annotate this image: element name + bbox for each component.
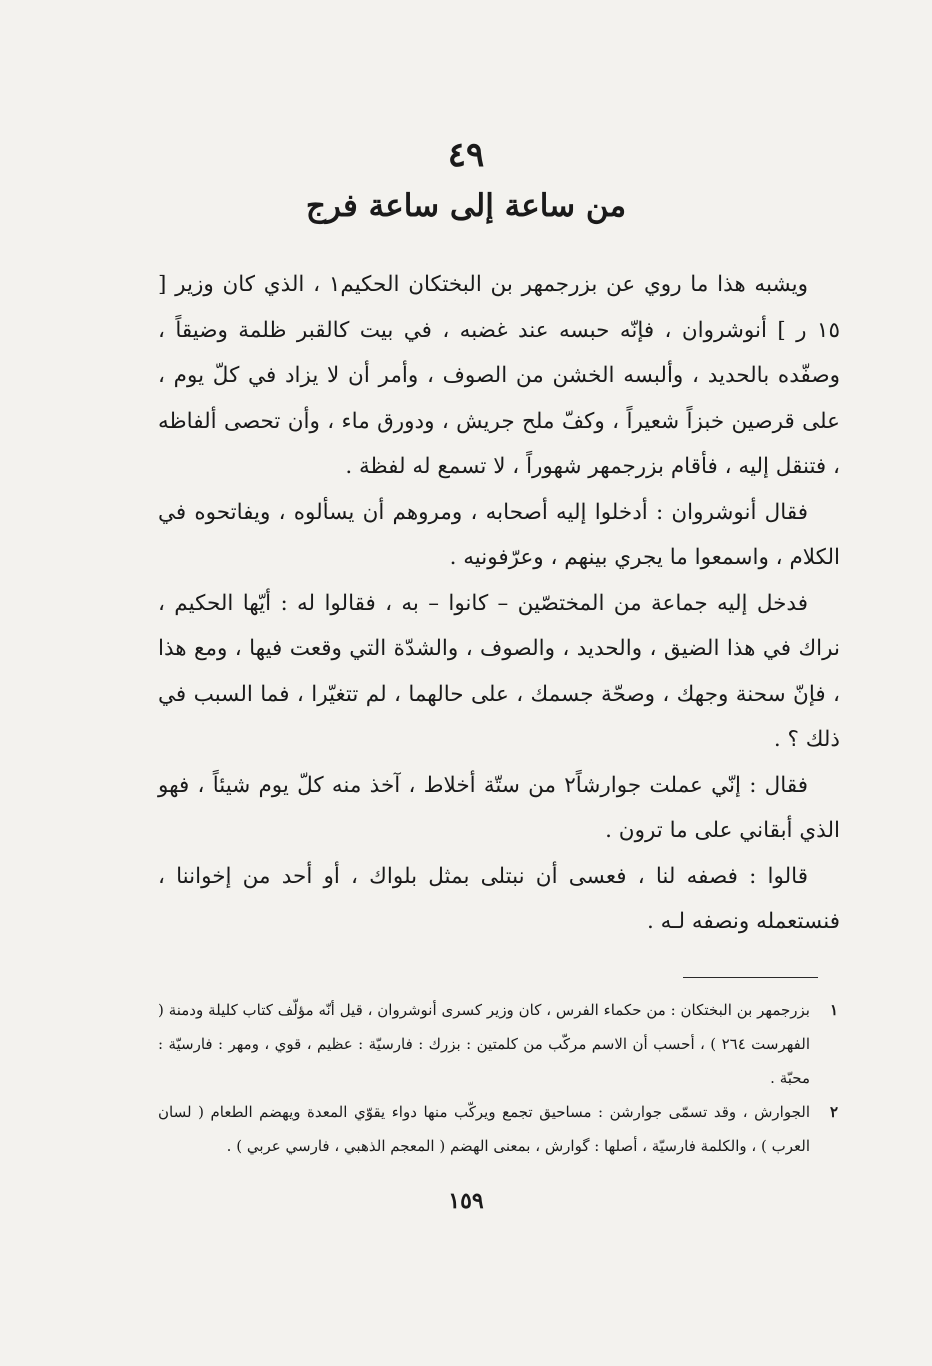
body-text: [158, 262, 840, 945]
chapter-title: من ساعة إلى ساعة فرج: [305, 188, 627, 224]
footnote: [158, 993, 838, 1095]
footnote-number: ١: [829, 1001, 838, 1019]
paragraph: ويشبه هذا ما روي عن بزرجمهر بن البختكان الحكيم١ ، الذي كان وزير [ ١٥ ر ] أنوشروان ، فإنّه حبسه عند غضبه ، في بيت كالقبر ظلمة وضيقاً ، وصفّده بالحديد ، وألبسه الخشن من الصوف ، وأمر أن لا يزاد في كلّ يوم ، على قرصين خبزاً شعيراً ، وكفّ ملح جريش ، ودورق ماء ، وأن تحصى ألفاظه ، فتنقل إليه ، فأقام بزرجمهر شهوراً ، لا تسمع له لفظة .: [158, 272, 840, 479]
page-number: ١٥٩: [448, 1188, 484, 1214]
footnotes: [158, 993, 838, 1163]
footnote-text: الجوارش ، وقد تسمّى جوارشن : مساحيق تجمع ويركّب منها دواء يقوّي المعدة ويهضم الطعام ( لسان العرب ) ، والكلمة فارسيّة ، أصلها : گوارش ، بمعنى الهضم ( المعجم الذهبي ، فارسي عربي ) .: [158, 1103, 810, 1155]
paragraph: فدخل إليه جماعة من المختصّين – كانوا – به ، فقالوا له : أيّها الحكيم ، نراك في هذا الضيق ، والحديد ، والصوف ، والشدّة التي وقعت فيها ، ومع هذا ، فإنّ سحنة وجهك ، وصحّة جسمك ، على حالهما ، لم تتغيّرا ، فما السبب في ذلك ؟ .: [158, 590, 840, 752]
footnote-text: بزرجمهر بن البختكان : من حكماء الفرس ، كان وزير كسرى أنوشروان ، قيل أنّه مؤلّف كتاب كليلة ودمنة ( الفهرست ٢٦٤ ) ، أحسب أن الاسم مركّب من كلمتين : بزرك : فارسيّة : عظيم ، قوي ، ومهر : فارسيّة : محبّة .: [158, 1001, 811, 1087]
footnote-number: ٢: [829, 1103, 838, 1121]
paragraph: قالوا : فصفه لنا ، فعسى أن نبتلى بمثل بلواك ، أو أحد من إخواننا ، فنستعمله ونصفه لـه .: [158, 863, 840, 934]
paragraph: فقال أنوشروان : أدخلوا إليه أصحابه ، ومروهم أن يسألوه ، ويفاتحوه في الكلام ، واسمعوا ما يجري بينهم ، وعرّفونيه .: [158, 499, 840, 570]
paragraph: فقال : إنّي عملت جوارشاً٢ من ستّة أخلاط ، آخذ منه كلّ يوم شيئاً ، فهو الذي أبقاني على ما ترون .: [158, 772, 840, 843]
footnote-separator: [683, 977, 818, 978]
chapter-number: ٤٩: [447, 135, 485, 175]
footnote: [158, 1095, 838, 1163]
